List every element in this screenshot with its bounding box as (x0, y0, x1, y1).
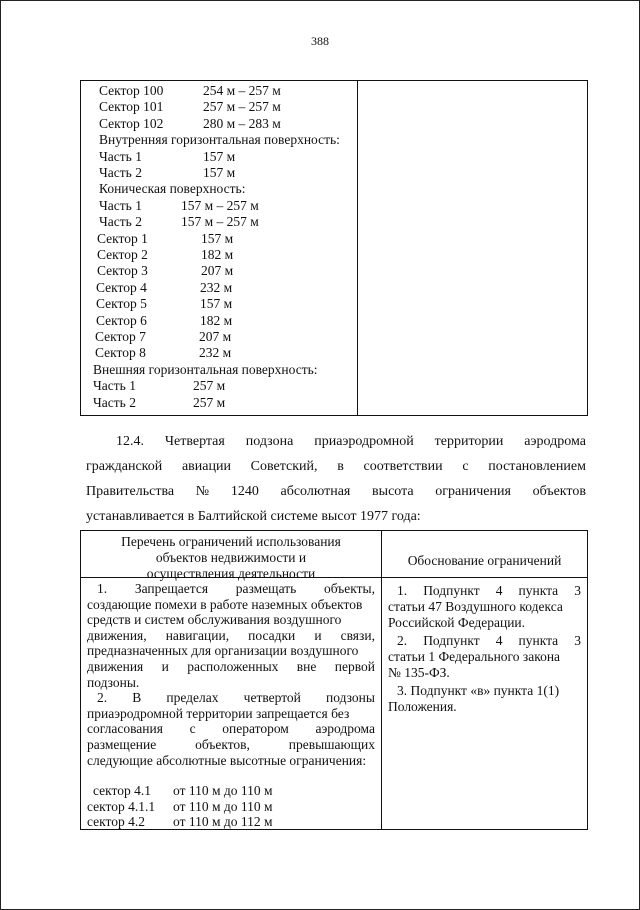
surface-label: Сектор 1 (97, 230, 148, 246)
restriction-word: средств и систем обслуживания воздушного (87, 612, 342, 628)
surface-row (96, 296, 346, 312)
surface-label: Сектор 102 (99, 115, 164, 131)
restriction-line (87, 737, 375, 753)
restriction-word: навигации, (165, 627, 230, 643)
sector-label: сектор 4.1 (93, 783, 152, 798)
surface-height-value: 254 м – 257 м (203, 83, 281, 98)
justification-word: № 135-ФЗ. (388, 665, 450, 680)
sector-height-range: от 110 м до 110 м (173, 783, 273, 798)
restriction-word: Запрещается (134, 581, 209, 596)
restriction-word: подзоны. (87, 674, 140, 690)
paragraph-word: высота (372, 484, 414, 499)
restriction-word: пределах (166, 690, 219, 706)
restriction-word: связи, (340, 627, 375, 643)
surface-height-value: 257 м (193, 394, 226, 410)
restriction-line (87, 753, 375, 769)
surface-row (95, 345, 345, 361)
restriction-word: расположенных (187, 659, 279, 674)
restriction-word: оператором (222, 721, 289, 737)
surface-height-value: 182 м (201, 247, 234, 262)
justification-word: Подпункт (423, 633, 480, 648)
paragraph-word: абсолютная (280, 484, 351, 499)
paragraph-word: в (337, 459, 344, 474)
justification-word: 3 (574, 583, 581, 598)
surface-row (99, 214, 349, 230)
surface-heading: Внешняя горизонтальная поверхность: (93, 361, 318, 377)
paragraph-word: объектов (532, 484, 586, 499)
sector-limit-row (93, 783, 273, 799)
surface-row (93, 378, 343, 394)
restriction-line (97, 690, 375, 706)
surface-label: Часть 1 (93, 378, 136, 394)
justification-word: 3. Подпункт «в» пункта 1(1) (397, 683, 560, 698)
surface-heading: Внутренняя горизонтальная поверхность: (99, 132, 340, 148)
sector-label: сектор 4.1.1 (87, 798, 156, 814)
restriction-line (87, 597, 375, 613)
restriction-line (87, 612, 375, 628)
justification-line (397, 683, 590, 699)
header-line: объектов недвижимости и (155, 550, 307, 565)
justification-word: статьи 47 Воздушного кодекса (388, 599, 563, 614)
paragraph-line: устанавливается в Балтийской системе высот 1977 года: (86, 509, 421, 524)
surface-row (95, 329, 345, 345)
surface-height-value: 232 м (200, 279, 233, 295)
paragraph-word: постановлением (488, 459, 586, 474)
restriction-line (87, 659, 375, 675)
restriction-word: и (314, 627, 322, 643)
justification-word: 3 (574, 633, 581, 648)
surface-label: Сектор 7 (95, 329, 146, 344)
restriction-line (87, 706, 375, 722)
justification-word: статьи 1 Федерального закона (388, 649, 561, 664)
sector-limit-row (87, 814, 273, 830)
sector-height-range: от 110 м до 110 м (173, 798, 273, 814)
restriction-word: размещение (87, 737, 157, 752)
surface-height-value: 157 м (203, 165, 236, 180)
surface-row (99, 198, 349, 214)
justification-word: 1. (397, 583, 408, 598)
surfaces-table (80, 80, 588, 416)
surface-row (96, 280, 346, 296)
sector-label: сектор 4.2 (87, 814, 146, 830)
justification-word: пункта (518, 633, 559, 648)
justification-line (388, 599, 581, 615)
header-line: осуществления деятельности (146, 566, 316, 581)
paragraph-word: гражданской (86, 459, 163, 474)
surface-heading: Коническая поверхность: (99, 181, 246, 197)
restriction-word: В (132, 690, 142, 706)
surface-row (97, 263, 347, 279)
justification-word: 4 (495, 583, 503, 598)
paragraph-word: соответствии (363, 459, 443, 474)
justification-word: 2. (397, 633, 408, 648)
paragraph-line (86, 459, 586, 475)
restriction-word: создающие помехи в работе наземных объектов (87, 596, 363, 612)
surface-label: Часть 1 (99, 148, 142, 164)
page-number: 388 (311, 34, 329, 48)
header-restrictions-list (81, 534, 381, 582)
restriction-word: первой (334, 659, 375, 674)
restriction-word: посадки (248, 627, 296, 643)
surface-row (97, 231, 347, 247)
restriction-word: аэродрома (315, 721, 375, 737)
sector-limit-row (87, 798, 273, 815)
justification-line (397, 583, 581, 599)
paragraph-word: Четвертая (164, 434, 225, 449)
justification-word: Положения. (388, 699, 457, 714)
surface-label: Сектор 100 (99, 83, 164, 98)
sector-height-range: от 110 м до 112 м (173, 814, 273, 830)
header-line: Перечень ограничений использования (121, 534, 341, 549)
paragraph-word: территории (434, 434, 504, 449)
justification-word: 4 (495, 633, 503, 648)
justification-line (388, 665, 581, 681)
restriction-word: 1. (97, 581, 108, 596)
paragraph-word: Советский, (250, 459, 318, 474)
surface-height-value: 157 м – 257 м (181, 214, 259, 230)
paragraph-line (86, 484, 586, 500)
restriction-word: четвертой (243, 690, 301, 706)
surface-height-value: 207 м (199, 329, 232, 344)
surface-row (99, 165, 349, 181)
restriction-word: и (161, 659, 169, 674)
restriction-word: приаэродромной территории запрещается без (87, 705, 350, 721)
surface-label: Сектор 8 (95, 345, 146, 361)
restriction-word: согласования (87, 721, 163, 737)
surface-height-value: 232 м (199, 345, 232, 361)
restriction-word: превышающих (288, 737, 375, 752)
surface-height-value: 280 м – 283 м (203, 115, 281, 131)
justification-line (388, 699, 581, 715)
surface-height-value: 157 м (203, 148, 236, 164)
restriction-line (87, 628, 375, 644)
surface-height-value: 157 м (200, 296, 233, 312)
surface-label: Сектор 5 (96, 296, 147, 312)
restriction-word: размещать (235, 581, 297, 596)
surface-row (96, 313, 346, 329)
restrictions-table (80, 530, 588, 830)
restriction-word: с (189, 721, 196, 737)
paragraph-word: авиации (181, 459, 231, 474)
surface-row (93, 395, 343, 411)
restriction-word: объекты, (324, 581, 375, 596)
justification-line (388, 649, 581, 665)
table-column-divider (381, 531, 382, 829)
restriction-line (87, 675, 375, 691)
restriction-word: подзоны (326, 690, 375, 706)
paragraph-word: аэродрома (524, 434, 586, 449)
surface-row (99, 83, 349, 99)
paragraph-word: приаэродромной (314, 434, 414, 449)
restriction-word: следующие абсолютные высотные ограничения: (87, 752, 367, 768)
header-justification: Обоснование ограничений (407, 553, 562, 568)
paragraph-word: ограничения (435, 484, 511, 499)
justification-word: Российской Федерации. (388, 615, 526, 630)
surface-row (99, 116, 349, 132)
surface-label: Сектор 101 (99, 99, 164, 115)
surface-label: Сектор 4 (96, 279, 147, 295)
restriction-word: объектов, (195, 737, 250, 752)
paragraph-line (116, 434, 586, 450)
restriction-word: 2. (97, 690, 108, 706)
justification-word: пункта (518, 583, 559, 598)
surface-label: Сектор 3 (97, 263, 148, 279)
surface-height-value: 157 м (201, 230, 234, 246)
surface-label: Часть 2 (99, 214, 142, 230)
paragraph-word: 1240 (230, 484, 259, 499)
surface-row (99, 149, 349, 165)
surface-height-value: 207 м (201, 263, 234, 279)
surface-label: Часть 2 (93, 394, 136, 410)
restriction-line (87, 721, 375, 737)
justification-line (388, 615, 581, 631)
paragraph-word: Правительства (86, 484, 175, 499)
restriction-word: вне (296, 659, 317, 674)
surface-label: Сектор 6 (96, 312, 147, 328)
surface-height-value: 257 м – 257 м (203, 99, 281, 115)
restriction-word: движения (87, 659, 144, 674)
justification-word: Подпункт (423, 583, 480, 598)
surface-height-value: 157 м – 257 м (181, 197, 259, 213)
surface-row (97, 247, 347, 263)
restriction-line (97, 581, 375, 597)
restriction-line (87, 643, 375, 659)
justification-line (397, 633, 581, 649)
paragraph-word: с (462, 459, 469, 474)
surface-height-value: 257 м (193, 378, 226, 394)
table-column-divider (357, 81, 358, 415)
surface-height-value: 182 м (200, 312, 233, 328)
restriction-word: движения, (87, 627, 147, 643)
paragraph-word: 12.4. (116, 434, 144, 449)
surface-label: Часть 1 (99, 197, 142, 213)
surface-row (99, 99, 349, 115)
restriction-word: предназначенных для организации воздушного (87, 643, 359, 659)
surface-label: Часть 2 (99, 165, 142, 180)
paragraph-word: № (195, 484, 210, 499)
paragraph-word: подзона (245, 434, 294, 449)
surface-label: Сектор 2 (97, 247, 148, 262)
